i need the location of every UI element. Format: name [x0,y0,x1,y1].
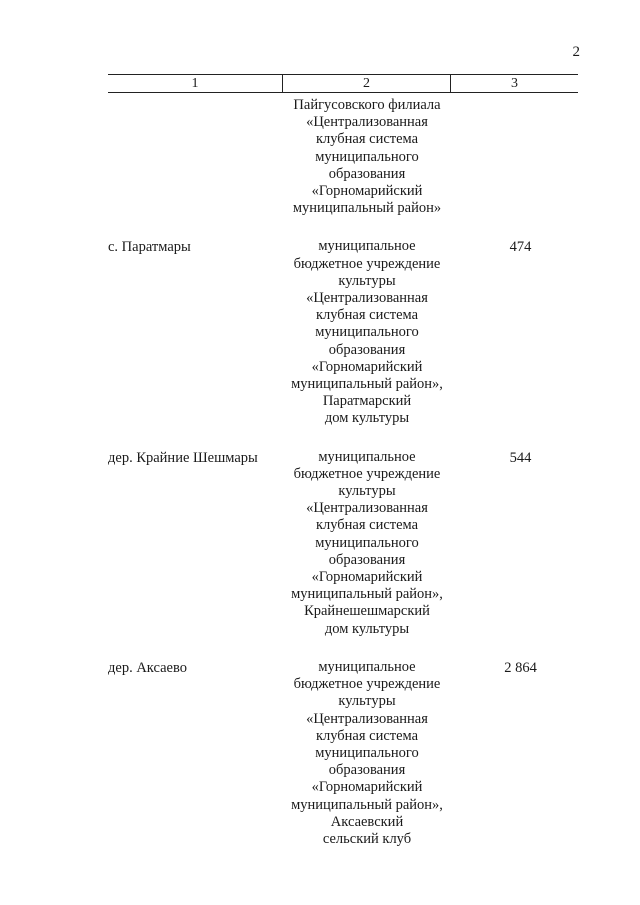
institution-cell [283,97,451,217]
table-row [108,238,578,427]
institution-line: «Горномарийский [311,358,423,375]
institution-line: муниципального [315,148,419,165]
institution-line: Крайнешешмарский [304,603,430,620]
institution-line: культуры [338,483,396,500]
institution-line: муниципальный район» [292,200,442,217]
table-row [108,449,578,638]
institution-line: муниципальное [318,238,416,255]
table-header [108,74,578,93]
institution-line: клубная система [315,727,419,744]
institution-cell [283,238,451,427]
institution-line: муниципальное [318,658,416,675]
value-cell: 544 [509,449,532,466]
table-body [108,97,578,848]
institution-line: «Централизованная [306,290,428,307]
institution-line: «Централизованная [306,500,428,517]
institution-line: «Централизованная [306,710,428,727]
header-col-1: 1 [108,75,283,92]
institution-line: «Горномарийский [311,779,423,796]
institution-line: муниципальный район», [291,586,443,603]
institution-line: культуры [338,693,396,710]
header-col-2: 2 [283,75,451,92]
institution-cell [283,449,451,638]
institution-line: культуры [338,272,396,289]
settlement-cell: дер. Аксаево [108,659,187,676]
institution-line: образования [328,341,406,358]
institution-line: образования [328,551,406,568]
institution-line: муниципальный район», [291,796,443,813]
value-cell [451,97,578,217]
settlement-cell: с. Паратмары [108,239,191,256]
institution-line: дом культуры [324,620,410,637]
institution-line: муниципальный район», [291,376,443,393]
page-number: 2 [572,44,580,60]
institution-line: клубная система [315,517,419,534]
institution-line: муниципального [315,744,419,761]
institution-line: Паратмарский [322,393,412,410]
institution-line: Пайгусовского филиала [293,97,441,113]
value-cell: 2 864 [504,659,537,676]
table-row [108,97,578,217]
institution-line: «Централизованная [306,114,428,131]
settlement-cell: дер. Крайние Шешмары [108,449,258,466]
institution-line: муниципального [315,534,419,551]
institution-line: образования [328,165,406,182]
institution-line: бюджетное учреждение [293,465,441,482]
institution-line: «Горномарийский [311,183,423,200]
institution-line: образования [328,762,406,779]
settlement-cell [108,97,283,217]
table-row [108,659,578,848]
institution-line: муниципальное [318,448,416,465]
institution-line: клубная система [315,131,419,148]
institution-line: бюджетное учреждение [293,255,441,272]
value-cell: 474 [509,239,532,256]
institution-cell [283,659,451,848]
institution-line: муниципального [315,324,419,341]
institution-line: бюджетное учреждение [293,676,441,693]
institution-line: Аксаевский [330,813,404,830]
institution-line: сельский клуб [322,830,412,847]
header-col-3: 3 [511,76,518,91]
institution-line: дом культуры [324,410,410,427]
institution-line: «Горномарийский [311,569,423,586]
institution-line: клубная система [315,307,419,324]
